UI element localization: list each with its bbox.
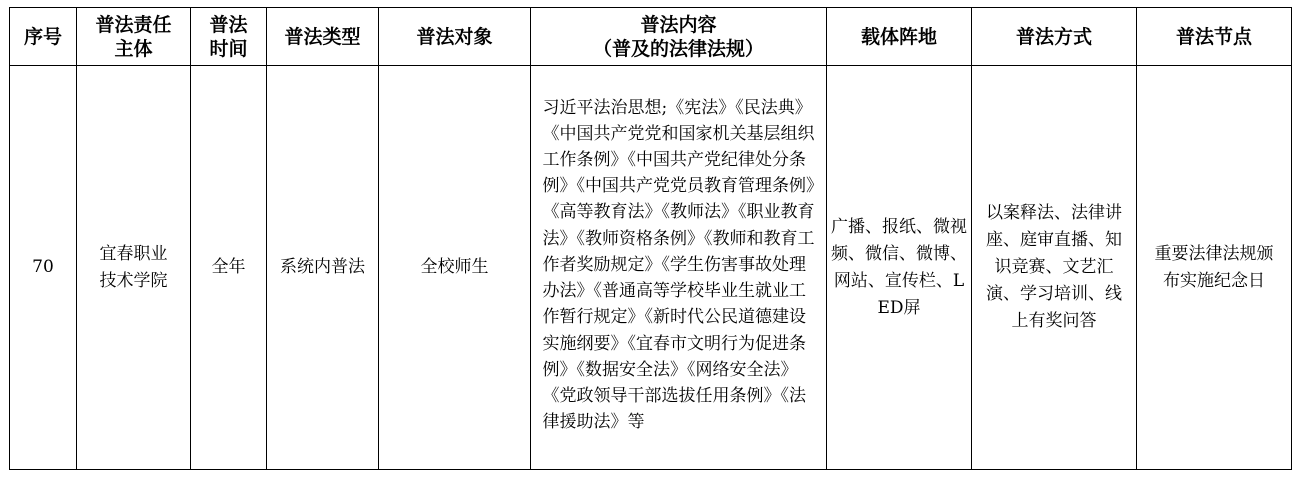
header-subject: 普法责任 主体	[77, 8, 191, 66]
cell-content: 习近平法治思想;《宪法》《民法典》《中国共产党党和国家机关基层组织工作条例》《中国共产党纪律处分条例》《中国共产党党员教育管理条例》《高等教育法》《教师法》《职业教育法》《教师资格条例》《教师和教育工作者奖励规定》《学生伤害事故处理办法》《普通高等学校毕业生就业工作暂行规定》《新时代公民道德建设实施纲要》《宜春市文明行为促进条例》《数据安全法》《网络安全法》《党政领导干部选拔任用条例》《法律援助法》等	[531, 66, 827, 470]
cell-node: 重要法律法规颁布实施纪念日	[1137, 66, 1292, 470]
header-media: 载体阵地	[827, 8, 972, 66]
cell-time: 全年	[191, 66, 267, 470]
header-node: 普法节点	[1137, 8, 1292, 66]
cell-media: 广播、报纸、微视频、微信、微博、网站、宣传栏、LED屏	[827, 66, 972, 470]
cell-index: 70	[10, 66, 77, 470]
header-type: 普法类型	[267, 8, 379, 66]
header-row	[10, 8, 1292, 66]
cell-audience: 全校师生	[379, 66, 531, 470]
header-content: 普法内容 （普及的法律法规）	[531, 8, 827, 66]
header-index: 序号	[10, 8, 77, 66]
law-publicity-table	[9, 7, 1292, 470]
table-row	[10, 66, 1292, 470]
cell-subject: 宜春职业技术学院	[77, 66, 191, 470]
header-time: 普法 时间	[191, 8, 267, 66]
cell-method: 以案释法、法律讲座、庭审直播、知识竞赛、文艺汇演、学习培训、线上有奖问答	[972, 66, 1137, 470]
header-method: 普法方式	[972, 8, 1137, 66]
cell-type: 系统内普法	[267, 66, 379, 470]
header-audience: 普法对象	[379, 8, 531, 66]
